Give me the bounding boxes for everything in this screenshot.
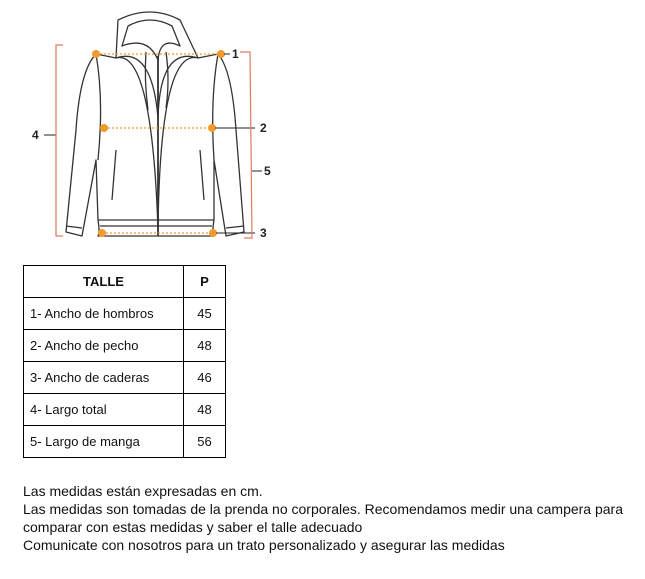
total-length-bracket bbox=[56, 45, 63, 236]
table-row bbox=[24, 330, 226, 362]
shoulder-right-marker bbox=[217, 50, 225, 58]
marker-label-1: 1 bbox=[232, 47, 239, 61]
note-contact: Comunicate con nosotros para un trato personalizado y asegurar las medidas bbox=[23, 537, 505, 553]
row-value: 48 bbox=[184, 394, 226, 426]
marker-label-2: 2 bbox=[260, 121, 267, 135]
row-value: 45 bbox=[184, 298, 226, 330]
hip-right-marker bbox=[209, 229, 217, 237]
row-value: 46 bbox=[184, 362, 226, 394]
marker-label-4: 4 bbox=[32, 128, 39, 142]
size-table bbox=[23, 265, 226, 458]
row-label: 1- Ancho de hombros bbox=[24, 298, 184, 330]
row-label: 4- Largo total bbox=[24, 394, 184, 426]
hoodie-illustration bbox=[66, 12, 244, 236]
chest-right-marker bbox=[208, 124, 216, 132]
row-value: 48 bbox=[184, 330, 226, 362]
chest-left-marker bbox=[100, 124, 108, 132]
table-row bbox=[24, 394, 226, 426]
table-row bbox=[24, 426, 226, 458]
table-row bbox=[24, 362, 226, 394]
row-value: 56 bbox=[184, 426, 226, 458]
marker-label-3: 3 bbox=[260, 226, 267, 240]
row-label: 2- Ancho de pecho bbox=[24, 330, 184, 362]
hoodie-measurement-diagram bbox=[0, 0, 645, 262]
header-talle: TALLE bbox=[24, 266, 184, 298]
note-measure-method: Las medidas son tomadas de la prenda no corporales. Recomendamos medir una campera para comparar con estas medidas y saber el talle adecuado bbox=[23, 501, 624, 535]
hip-left-marker bbox=[98, 229, 106, 237]
note-units: Las medidas están expresadas en cm. bbox=[23, 483, 263, 499]
notes-block bbox=[23, 482, 638, 554]
table-row bbox=[24, 298, 226, 330]
row-label: 3- Ancho de caderas bbox=[24, 362, 184, 394]
table-header-row bbox=[24, 266, 226, 298]
marker-label-5: 5 bbox=[264, 164, 271, 178]
header-size-p: P bbox=[184, 266, 226, 298]
shoulder-left-marker bbox=[92, 50, 100, 58]
row-label: 5- Largo de manga bbox=[24, 426, 184, 458]
